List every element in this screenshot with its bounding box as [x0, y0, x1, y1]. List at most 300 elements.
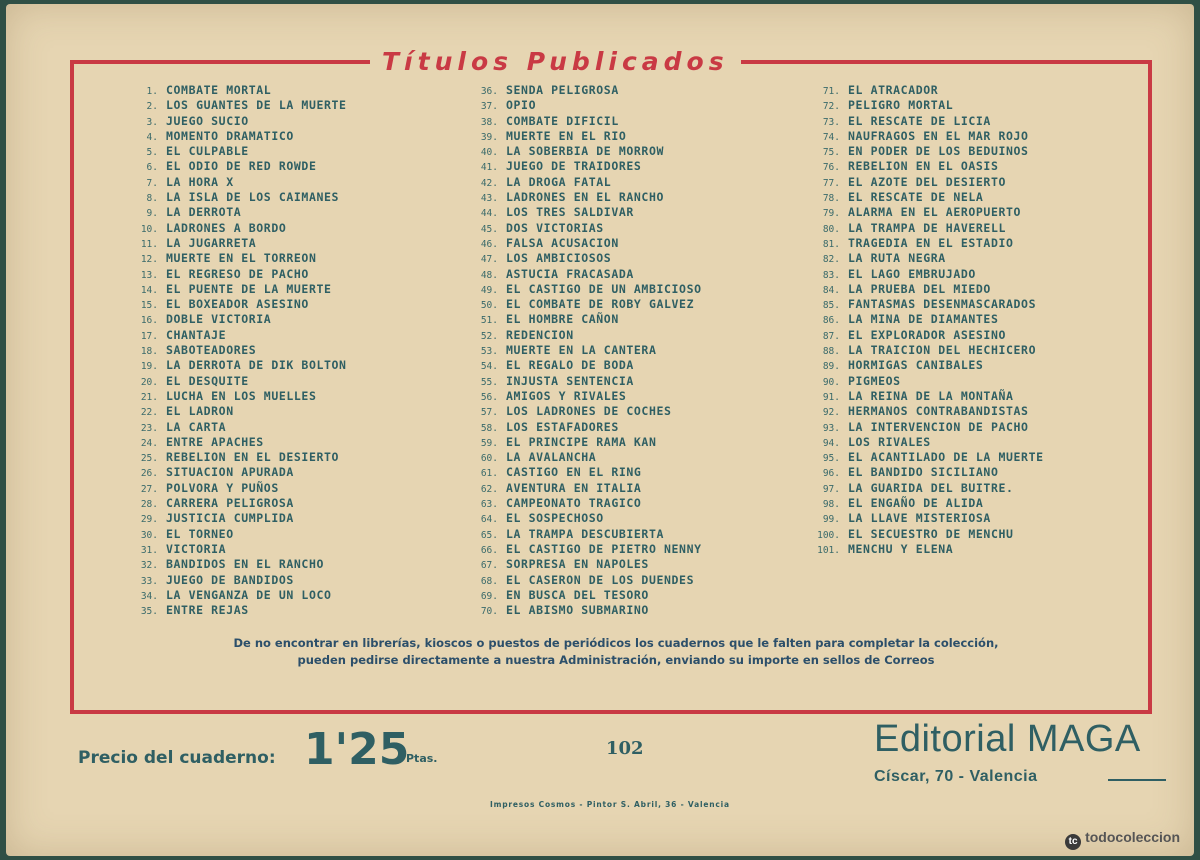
title-number: 37. [480, 101, 498, 113]
title-number: 30. [140, 529, 158, 541]
title-number: 69. [480, 590, 498, 602]
title-list-item [122, 404, 452, 419]
title-list-item [122, 465, 452, 480]
title-number: 6. [146, 162, 158, 174]
title-number: 23. [140, 422, 158, 434]
title-list-item [122, 282, 452, 297]
title-list-item [804, 267, 1124, 282]
title-list-item [122, 312, 452, 327]
title-number: 79. [822, 208, 840, 220]
title-text: EL ODIO DE RED ROWDE [166, 159, 317, 174]
title-list-item [804, 114, 1124, 129]
ordering-notice-line-1: De no encontrar en librerías, kioscos o puestos de periódicos los cuadernos que le falten para completar la colección, [233, 636, 999, 650]
title-list-item [804, 420, 1124, 435]
title-number: 25. [140, 453, 158, 465]
title-list-item [122, 144, 452, 159]
title-text: LUCHA EN LOS MUELLES [166, 388, 317, 403]
title-text: LA DERROTA DE DIK BOLTON [166, 358, 347, 373]
title-list-item [804, 389, 1124, 404]
title-number: 91. [822, 391, 840, 403]
title-number: 11. [140, 238, 158, 250]
title-list-item [804, 144, 1124, 159]
title-text: INJUSTA SENTENCIA [506, 373, 634, 388]
title-list-item [804, 481, 1124, 496]
title-number: 20. [140, 376, 158, 388]
title-number: 41. [480, 162, 498, 174]
title-list-item [122, 175, 452, 190]
title-text: LA AVALANCHA [506, 450, 597, 465]
title-text: REBELION EN EL OASIS [848, 159, 999, 174]
title-number: 62. [480, 483, 498, 495]
title-text: EL CASTIGO DE PIETRO NENNY [506, 541, 702, 556]
title-number: 92. [822, 407, 840, 419]
title-list-item [804, 190, 1124, 205]
title-number: 42. [480, 177, 498, 189]
title-text: AMIGOS Y RIVALES [506, 388, 627, 403]
price-unit: Ptas. [406, 752, 438, 765]
title-number: 98. [822, 499, 840, 511]
title-list-item [122, 511, 452, 526]
title-number: 47. [480, 254, 498, 266]
title-number: 68. [480, 575, 498, 587]
booklet-back-cover [6, 4, 1194, 856]
title-list-item [122, 358, 452, 373]
title-number: 76. [822, 162, 840, 174]
title-text: FANTASMAS DESENMASCARADOS [848, 297, 1037, 312]
title-list-item [462, 557, 802, 572]
title-list-item [122, 496, 452, 511]
title-text: EL ACANTILADO DE LA MUERTE [848, 450, 1044, 465]
title-text: EL DESQUITE [166, 373, 249, 388]
title-number: 101. [817, 544, 840, 556]
title-list-item [122, 527, 452, 542]
title-list-item [462, 496, 802, 511]
title-text: EL CULPABLE [166, 144, 249, 159]
title-list-item [462, 542, 802, 557]
title-list-item [804, 465, 1124, 480]
title-number: 59. [480, 437, 498, 449]
title-number: 43. [480, 193, 498, 205]
title-text: VICTORIA [166, 541, 227, 556]
title-text: ENTRE REJAS [166, 603, 249, 618]
title-number: 34. [140, 590, 158, 602]
title-number: 85. [822, 300, 840, 312]
title-list-item [122, 435, 452, 450]
title-number: 100. [817, 529, 840, 541]
title-text: AVENTURA EN ITALIA [506, 480, 642, 495]
title-number: 44. [480, 208, 498, 220]
price-value: 1'25 [304, 724, 410, 775]
title-list-item [122, 374, 452, 389]
title-list-item [462, 236, 802, 251]
title-list-item [462, 343, 802, 358]
title-number: 50. [480, 300, 498, 312]
title-list-item [804, 282, 1124, 297]
title-text: EL RESCATE DE LICIA [848, 113, 991, 128]
title-number: 10. [140, 223, 158, 235]
title-number: 64. [480, 514, 498, 526]
title-text: CASTIGO EN EL RING [506, 465, 642, 480]
title-text: ENTRE APACHES [166, 434, 264, 449]
title-text: LA DROGA FATAL [506, 174, 612, 189]
printer-credit: Impresos Cosmos - Pintor S. Abril, 36 - Valencia [490, 800, 730, 809]
title-list-item [462, 190, 802, 205]
title-text: LOS ESTAFADORES [506, 419, 619, 434]
title-text: SABOTEADORES [166, 343, 257, 358]
title-number: 94. [822, 437, 840, 449]
title-list-item [462, 588, 802, 603]
title-text: HERMANOS CONTRABANDISTAS [848, 404, 1029, 419]
title-number: 52. [480, 330, 498, 342]
title-number: 18. [140, 346, 158, 358]
title-number: 63. [480, 499, 498, 511]
title-number: 31. [140, 544, 158, 556]
title-list-item [122, 159, 452, 174]
title-text: JUEGO DE TRAIDORES [506, 159, 642, 174]
title-number: 36. [480, 86, 498, 97]
title-number: 54. [480, 361, 498, 373]
title-text: LA ISLA DE LOS CAIMANES [166, 190, 340, 205]
title-text: EL COMBATE DE ROBY GALVEZ [506, 297, 695, 312]
title-list-item [122, 588, 452, 603]
title-list-item [122, 267, 452, 282]
title-number: 46. [480, 238, 498, 250]
title-number: 24. [140, 437, 158, 449]
title-list-item [804, 83, 1124, 98]
title-number: 35. [140, 606, 158, 618]
publisher-name: Editorial MAGA [874, 718, 1141, 760]
title-number: 27. [140, 483, 158, 495]
title-text: EL REGALO DE BODA [506, 358, 634, 373]
title-number: 28. [140, 499, 158, 511]
title-text: LADRONES A BORDO [166, 220, 287, 235]
title-number: 38. [480, 116, 498, 128]
title-text: POLVORA Y PUÑOS [166, 480, 279, 495]
title-list-item [804, 542, 1124, 557]
title-number: 99. [822, 514, 840, 526]
title-text: ASTUCIA FRACASADA [506, 266, 634, 281]
title-number: 96. [822, 468, 840, 480]
title-list-item [804, 404, 1124, 419]
title-text: LADRONES EN EL RANCHO [506, 190, 664, 205]
title-text: DOS VICTORIAS [506, 220, 604, 235]
title-number: 19. [140, 361, 158, 373]
title-text: OPIO [506, 98, 537, 113]
watermark [1065, 829, 1180, 850]
title-text: FALSA ACUSACION [506, 235, 619, 250]
title-text: EL BOXEADOR ASESINO [166, 297, 309, 312]
title-list-item [122, 603, 452, 618]
title-number: 97. [822, 483, 840, 495]
title-text: EL SECUESTRO DE MENCHU [848, 526, 1014, 541]
title-text: COMBATE DIFICIL [506, 113, 619, 128]
title-number: 70. [480, 606, 498, 618]
title-number: 78. [822, 193, 840, 205]
title-text: PELIGRO MORTAL [848, 98, 954, 113]
title-text: CARRERA PELIGROSA [166, 496, 294, 511]
title-list-item [804, 343, 1124, 358]
title-list-item [804, 328, 1124, 343]
title-list-item [122, 236, 452, 251]
title-list-item [462, 527, 802, 542]
title-text: LA CARTA [166, 419, 227, 434]
title-text: EL BANDIDO SICILIANO [848, 465, 999, 480]
title-number: 16. [140, 315, 158, 327]
title-number: 5. [146, 147, 158, 159]
title-number: 73. [822, 116, 840, 128]
title-list-item [462, 420, 802, 435]
title-text: LOS GUANTES DE LA MUERTE [166, 98, 347, 113]
title-list-item [462, 389, 802, 404]
title-list-item [462, 159, 802, 174]
title-list-item [462, 465, 802, 480]
title-number: 15. [140, 300, 158, 312]
title-text: TRAGEDIA EN EL ESTADIO [848, 235, 1014, 250]
title-number: 32. [140, 560, 158, 572]
title-number: 4. [146, 131, 158, 143]
title-number: 77. [822, 177, 840, 189]
title-list-item [462, 205, 802, 220]
title-list-item [462, 328, 802, 343]
title-text: EL EXPLORADOR ASESINO [848, 327, 1006, 342]
title-list-item [804, 374, 1124, 389]
title-text: EL HOMBRE CAÑON [506, 312, 619, 327]
title-number: 7. [146, 177, 158, 189]
title-list-item [462, 175, 802, 190]
title-number: 13. [140, 269, 158, 281]
title-text: LA SOBERBIA DE MORROW [506, 144, 664, 159]
title-list-item [462, 282, 802, 297]
title-text: LA GUARIDA DEL BUITRE. [848, 480, 1014, 495]
title-text: EL RESCATE DE NELA [848, 190, 984, 205]
title-list-item [804, 297, 1124, 312]
title-list-item [462, 129, 802, 144]
title-number: 14. [140, 284, 158, 296]
title-list-item [462, 511, 802, 526]
title-list-item [122, 542, 452, 557]
title-text: EL LADRON [166, 404, 234, 419]
title-text: LA MINA DE DIAMANTES [848, 312, 999, 327]
title-number: 80. [822, 223, 840, 235]
titles-column-1 [122, 83, 452, 618]
title-number: 82. [822, 254, 840, 266]
title-list-item [462, 481, 802, 496]
title-text: JUEGO SUCIO [166, 113, 249, 128]
title-list-item [462, 404, 802, 419]
title-number: 22. [140, 407, 158, 419]
title-text: DOBLE VICTORIA [166, 312, 272, 327]
title-text: LA HORA X [166, 174, 234, 189]
title-text: LA RUTA NEGRA [848, 251, 946, 266]
circle-tc-logo-icon: tc [1065, 834, 1081, 850]
title-text: REDENCION [506, 327, 574, 342]
title-number: 39. [480, 131, 498, 143]
title-list-item [804, 358, 1124, 373]
ordering-notice [116, 635, 1116, 669]
titles-column-3 [804, 83, 1124, 557]
title-text: EL REGRESO DE PACHO [166, 266, 309, 281]
title-text: LA VENGANZA DE UN LOCO [166, 587, 332, 602]
title-number: 55. [480, 376, 498, 388]
title-list-item [804, 511, 1124, 526]
title-text: LA TRAICION DEL HECHICERO [848, 343, 1037, 358]
title-list-item [804, 205, 1124, 220]
title-number: 86. [822, 315, 840, 327]
ordering-notice-line-2: pueden pedirse directamente a nuestra Administración, enviando su importe en sellos de Correos [297, 653, 935, 667]
title-list-item [804, 251, 1124, 266]
title-text: EL AZOTE DEL DESIERTO [848, 174, 1006, 189]
title-text: BANDIDOS EN EL RANCHO [166, 557, 324, 572]
title-list-item [462, 251, 802, 266]
title-number: 33. [140, 575, 158, 587]
title-text: EL CASTIGO DE UN AMBICIOSO [506, 281, 702, 296]
title-list-item [122, 557, 452, 572]
title-list-item [462, 221, 802, 236]
title-list-item [122, 98, 452, 113]
title-list-item [122, 450, 452, 465]
title-number: 74. [822, 131, 840, 143]
title-list-item [462, 374, 802, 389]
title-list-item [122, 389, 452, 404]
title-list-item [122, 297, 452, 312]
title-list-item [122, 83, 452, 98]
title-text: EL PRINCIPE RAMA KAN [506, 434, 657, 449]
title-text: EN PODER DE LOS BEDUINOS [848, 144, 1029, 159]
title-list-item [462, 603, 802, 618]
title-text: LOS RIVALES [848, 434, 931, 449]
title-text: SORPRESA EN NAPOLES [506, 557, 649, 572]
title-text: LA JUGARRETA [166, 235, 257, 250]
title-list-item [122, 129, 452, 144]
title-number: 53. [480, 346, 498, 358]
title-list-item [804, 175, 1124, 190]
title-number: 21. [140, 391, 158, 403]
title-number: 2. [146, 101, 158, 113]
title-text: LA TRAMPA DE HAVERELL [848, 220, 1006, 235]
title-text: EL PUENTE DE LA MUERTE [166, 281, 332, 296]
title-text: LA REINA DE LA MONTAÑA [848, 388, 1014, 403]
titles-column-2 [462, 83, 802, 618]
title-text: REBELION EN EL DESIERTO [166, 450, 340, 465]
title-list-item [804, 312, 1124, 327]
title-number: 49. [480, 284, 498, 296]
title-number: 81. [822, 238, 840, 250]
title-text: COMBATE MORTAL [166, 83, 272, 97]
publisher-address: Císcar, 70 - Valencia [874, 768, 1038, 785]
published-titles-heading: Títulos Publicados [370, 46, 741, 78]
title-number: 12. [140, 254, 158, 266]
title-text: EN BUSCA DEL TESORO [506, 587, 649, 602]
title-number: 9. [146, 208, 158, 220]
title-list-item [122, 481, 452, 496]
title-text: SENDA PELIGROSA [506, 83, 619, 97]
title-number: 17. [140, 330, 158, 342]
title-text: LA LLAVE MISTERIOSA [848, 511, 991, 526]
title-list-item [462, 312, 802, 327]
title-number: 58. [480, 422, 498, 434]
title-list-item [804, 221, 1124, 236]
title-text: LA PRUEBA DEL MIEDO [848, 281, 991, 296]
title-number: 83. [822, 269, 840, 281]
title-list-item [462, 358, 802, 373]
title-text: EL CASERON DE LOS DUENDES [506, 572, 695, 587]
title-number: 8. [146, 193, 158, 205]
title-number: 95. [822, 453, 840, 465]
title-number: 26. [140, 468, 158, 480]
title-text: EL ABISMO SUBMARINO [506, 603, 649, 618]
title-number: 57. [480, 407, 498, 419]
title-text: MOMENTO DRAMATICO [166, 128, 294, 143]
title-text: MUERTE EN LA CANTERA [506, 343, 657, 358]
title-text: HORMIGAS CANIBALES [848, 358, 984, 373]
title-text: MUERTE EN EL RIO [506, 128, 627, 143]
title-number: 66. [480, 544, 498, 556]
title-text: SITUACION APURADA [166, 465, 294, 480]
title-list-item [122, 420, 452, 435]
title-number: 67. [480, 560, 498, 572]
title-number: 75. [822, 147, 840, 159]
title-text: LA TRAMPA DESCUBIERTA [506, 526, 664, 541]
title-list-item [462, 435, 802, 450]
title-number: 40. [480, 147, 498, 159]
title-text: EL LAGO EMBRUJADO [848, 266, 976, 281]
issue-number: 102 [606, 738, 644, 759]
title-list-item [804, 450, 1124, 465]
title-text: CHANTAJE [166, 327, 227, 342]
title-text: LOS LADRONES DE COCHES [506, 404, 672, 419]
title-list-item [122, 205, 452, 220]
title-number: 72. [822, 101, 840, 113]
title-text: LA DERROTA [166, 205, 242, 220]
title-text: MUERTE EN EL TORREON [166, 251, 317, 266]
title-number: 93. [822, 422, 840, 434]
title-number: 87. [822, 330, 840, 342]
title-text: JUSTICIA CUMPLIDA [166, 511, 294, 526]
title-text: PIGMEOS [848, 373, 901, 388]
address-rule [1108, 779, 1166, 781]
title-text: CAMPEONATO TRAGICO [506, 496, 642, 511]
title-list-item [804, 98, 1124, 113]
title-number: 3. [146, 116, 158, 128]
title-list-item [462, 144, 802, 159]
title-number: 61. [480, 468, 498, 480]
title-list-item [804, 129, 1124, 144]
title-number: 84. [822, 284, 840, 296]
title-number: 1. [146, 86, 158, 97]
title-list-item [462, 114, 802, 129]
title-list-item [462, 573, 802, 588]
watermark-text: todocoleccion [1085, 829, 1180, 845]
title-number: 90. [822, 376, 840, 388]
title-list-item [804, 236, 1124, 251]
title-number: 71. [822, 86, 840, 97]
title-list-item [122, 114, 452, 129]
title-text: LOS TRES SALDIVAR [506, 205, 634, 220]
title-text: EL ATRACADOR [848, 83, 939, 97]
title-number: 56. [480, 391, 498, 403]
title-number: 29. [140, 514, 158, 526]
title-text: LA INTERVENCION DE PACHO [848, 419, 1029, 434]
title-list-item [462, 450, 802, 465]
title-text: EL SOSPECHOSO [506, 511, 604, 526]
title-text: NAUFRAGOS EN EL MAR ROJO [848, 128, 1029, 143]
title-number: 45. [480, 223, 498, 235]
title-list-item [804, 527, 1124, 542]
title-list-item [462, 297, 802, 312]
title-number: 65. [480, 529, 498, 541]
title-text: EL TORNEO [166, 526, 234, 541]
title-list-item [122, 328, 452, 343]
